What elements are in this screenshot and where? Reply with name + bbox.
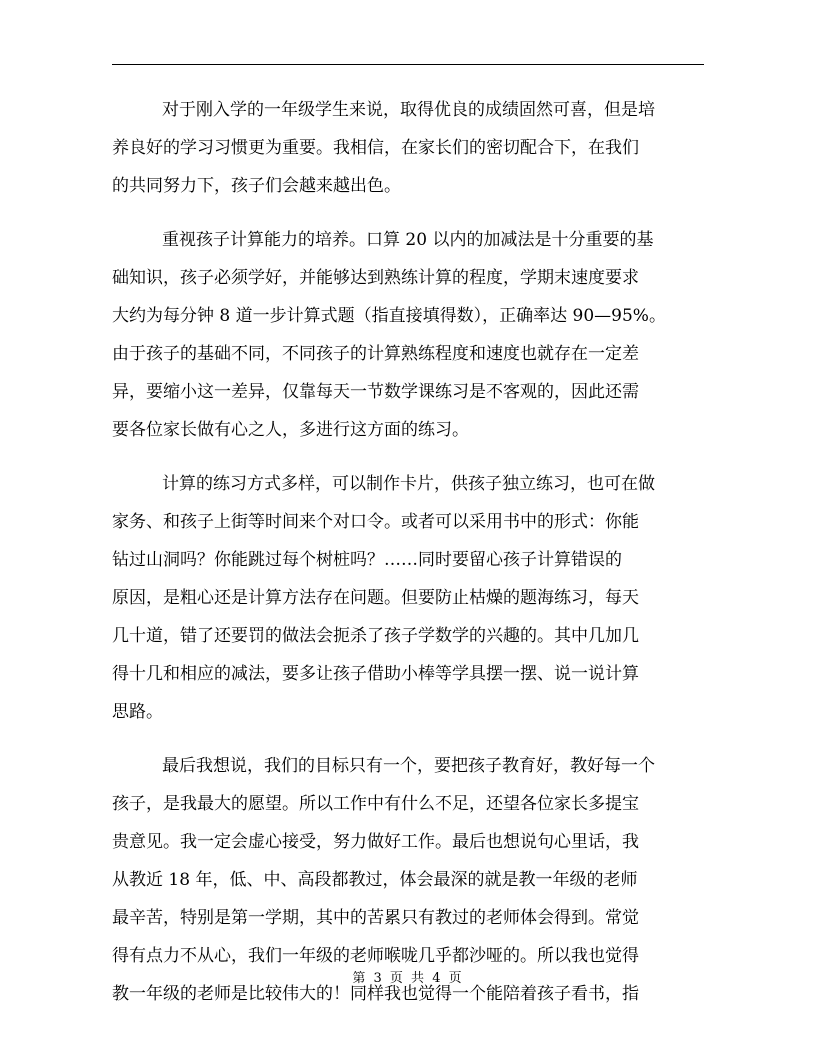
- paragraph-1: [112, 91, 704, 205]
- text-line: 计算的练习方式多样，可以制作卡片，供孩子独立练习，也可在做: [162, 474, 655, 494]
- header-rule: [112, 64, 704, 65]
- text-line: 钻过山洞吗？你能跳过每个树桩吗？……同时要留心孩子计算错误的: [112, 550, 622, 570]
- page-number: 第 3 页 共 4 页: [352, 971, 464, 986]
- text-line: 大约为每分钟 8 道一步计算式题（指直接填得数），正确率达 90—95%。: [112, 306, 666, 326]
- text-line: 几十道，错了还要罚的做法会扼杀了孩子学数学的兴趣的。其中几加几: [112, 626, 639, 646]
- text-line: 贵意见。我一定会虚心接受，努力做好工作。最后也想说句心里话，我: [112, 832, 639, 852]
- text-line: 得有点力不从心，我们一年级的老师喉咙几乎都沙哑的。所以我也觉得: [112, 946, 639, 966]
- text-line: 异，要缩小这一差异，仅靠每天一节数学课练习是不客观的，因此还需: [112, 382, 639, 402]
- document-body: [112, 91, 704, 1013]
- text-line: 思路。: [112, 702, 163, 722]
- text-line: 的共同努力下，孩子们会越来越出色。: [112, 176, 401, 196]
- text-line: 从教近 18 年，低、中、高段都教过，体会最深的就是教一年级的老师: [112, 870, 638, 890]
- text-line: 养良好的学习习惯更为重要。我相信，在家长们的密切配合下，在我们: [112, 138, 639, 158]
- text-line: 原因，是粗心还是计算方法存在问题。但要防止枯燥的题海练习，每天: [112, 588, 639, 608]
- text-line: 由于孩子的基础不同，不同孩子的计算熟练程度和速度也就存在一定差: [112, 344, 639, 364]
- text-line: 家务、和孩子上街等时间来个对口令。或者可以采用书中的形式：你能: [112, 512, 639, 532]
- text-line: 础知识，孩子必须学好，并能够达到熟练计算的程度，学期末速度要求: [112, 268, 639, 288]
- paragraph-3: [112, 465, 704, 731]
- text-line: 对于刚入学的一年级学生来说，取得优良的成绩固然可喜，但是培: [162, 100, 655, 120]
- text-line: 最后我想说，我们的目标只有一个，要把孩子教育好，教好每一个: [162, 756, 655, 776]
- text-line: 得十几和相应的减法，要多让孩子借助小棒等学具摆一摆、说一说计算: [112, 664, 639, 684]
- paragraph-2: [112, 221, 704, 449]
- text-line: 重视孩子计算能力的培养。口算 20 以内的加减法是十分重要的基: [162, 230, 654, 250]
- text-line: 要各位家长做有心之人，多进行这方面的练习。: [112, 420, 469, 440]
- text-line: 孩子，是我最大的愿望。所以工作中有什么不足，还望各位家长多提宝: [112, 794, 639, 814]
- text-line: 最辛苦，特别是第一学期，其中的苦累只有教过的老师体会得到。常觉: [112, 908, 639, 928]
- text-line: 教一年级的老师是比较伟大的！同样我也觉得一个能陪着孩子看书，指: [112, 984, 639, 1004]
